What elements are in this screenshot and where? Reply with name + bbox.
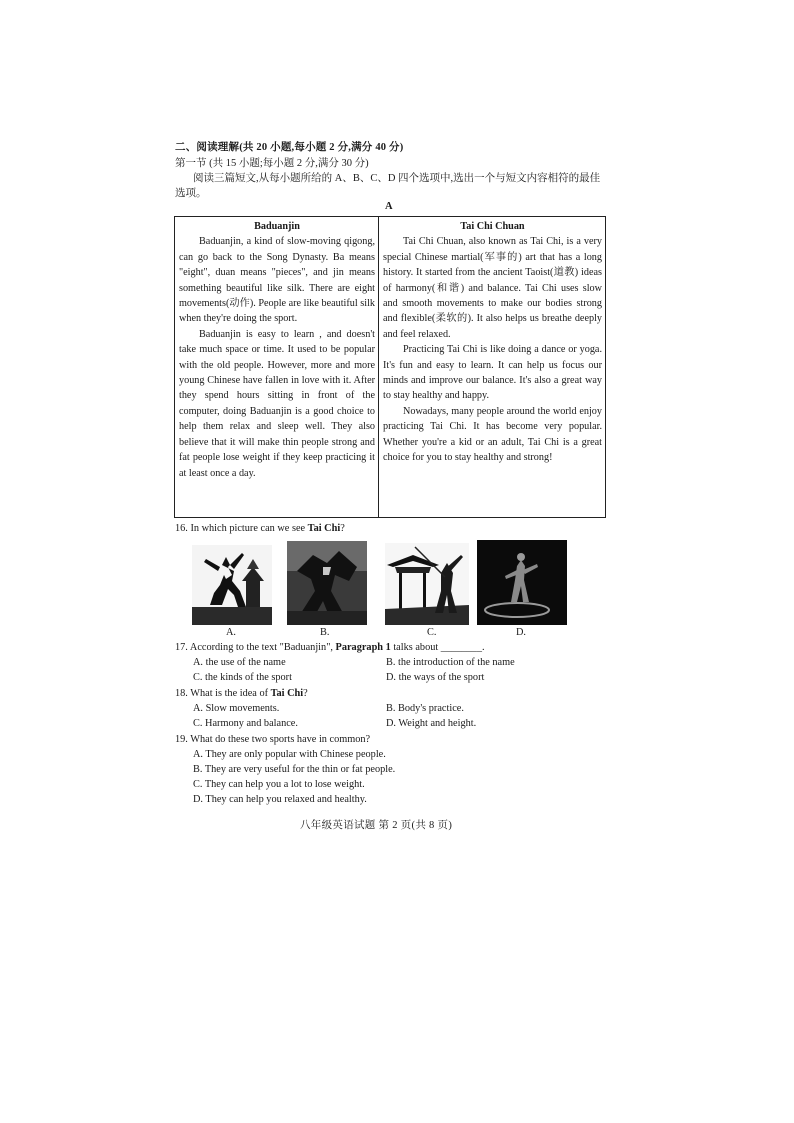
question-18-stem: 18. What is the idea of Tai Chi?: [175, 688, 308, 699]
section-title: 二、阅读理解(共 20 小题,每小题 2 分,满分 40 分): [175, 142, 404, 153]
question-17-stem: 17. According to the text "Baduanjin", Paragraph 1 talks about ________.: [175, 642, 485, 653]
question-16-stem: 16. In which picture can we see Tai Chi?: [175, 523, 345, 534]
picture-a-label: A.: [226, 627, 237, 638]
baduanjin-title: Baduanjin: [254, 221, 300, 232]
picture-c-label: C.: [427, 627, 437, 638]
tai-chi-paragraph-2: Practicing Tai Chi is like doing a dance or yoga. It's fun and easy to learn. It can help us focus our minds and improve our balance. It's also a great way to stay healthy and happy.: [383, 344, 602, 402]
baduanjin-paragraph-2: Baduanjin is easy to learn , and doesn't take much space or time. It used to be popular with the old people. However, more and more young Chinese have fallen in love with it. After they spend hours sitting in front of the computer, doing Baduanjin is a good choice to help them relax and sleep well. They also believe that it will make thin people strong and fat people lose weight if they keep practicing it at least once a day.: [179, 328, 375, 479]
question-17-option-b[interactable]: B. the introduction of the name: [386, 657, 515, 668]
tai-chi-title: Tai Chi Chuan: [460, 221, 525, 232]
tai-chi-paragraph-1: Tai Chi Chuan, also known as Tai Chi, is a very special Chinese martial(军事的) art that has a long history. It started from the ancient Taoist(道教) ideas of harmony(和谐) and balance. Tai Chi uses slow and smooth movements to make our bodies strong and flexible(柔软的). It also helps us breathe deeply and feel relaxed.: [383, 236, 602, 340]
question-17-option-a[interactable]: A. the use of the name: [193, 657, 286, 668]
question-17-option-d[interactable]: D. the ways of the sport: [386, 672, 485, 683]
question-19-option-b[interactable]: B. They are very useful for the thin or fat people.: [193, 764, 396, 775]
tai-chi-paragraph-3: Nowadays, many people around the world enjoy practicing Tai Chi. It has become very popular. Whether you're a kid or an adult, Tai Chi is a great choice for you to stay healthy and strong!: [383, 405, 602, 464]
passage-label: A: [385, 201, 393, 212]
picture-a[interactable]: [192, 545, 272, 625]
tai-chi-column: [379, 217, 605, 517]
question-18-option-c[interactable]: C. Harmony and balance.: [193, 718, 298, 729]
subsection-title: 第一节 (共 15 小题;每小题 2 分,满分 30 分): [175, 158, 369, 169]
instruction-text: 阅读三篇短文,从每小题所给的 A、B、C、D 四个选项中,选出一个与短文内容相符的最佳选项。: [175, 173, 601, 199]
picture-d-label: D.: [516, 627, 527, 638]
question-17-option-c[interactable]: C. the kinds of the sport: [193, 672, 292, 683]
question-19-stem: 19. What do these two sports have in common?: [175, 734, 371, 745]
picture-b[interactable]: [287, 541, 367, 625]
page-footer: 八年级英语试题 第 2 页(共 8 页): [300, 820, 453, 831]
question-18-option-a[interactable]: A. Slow movements.: [193, 703, 280, 714]
question-19-option-c[interactable]: C. They can help you a lot to lose weight.: [193, 779, 365, 790]
picture-b-label: B.: [320, 627, 330, 638]
baduanjin-paragraph-1: Baduanjin, a kind of slow-moving qigong, can go back to the Song Dynasty. Ba means "eight", duan means "pieces", and jin means something beautiful like silk. There are eight movements(动作). People are like beautiful silk when they're doing the sport.: [179, 236, 375, 325]
picture-c[interactable]: [385, 543, 469, 625]
picture-d[interactable]: [477, 540, 567, 625]
passage-table: [174, 216, 606, 518]
question-19-option-d[interactable]: D. They can help you relaxed and healthy.: [193, 794, 367, 805]
question-18-option-b[interactable]: B. Body's practice.: [386, 703, 464, 714]
question-19-option-a[interactable]: A. They are only popular with Chinese people.: [193, 749, 386, 760]
question-18-option-d[interactable]: D. Weight and height.: [386, 718, 477, 729]
baduanjin-column: [175, 217, 379, 517]
